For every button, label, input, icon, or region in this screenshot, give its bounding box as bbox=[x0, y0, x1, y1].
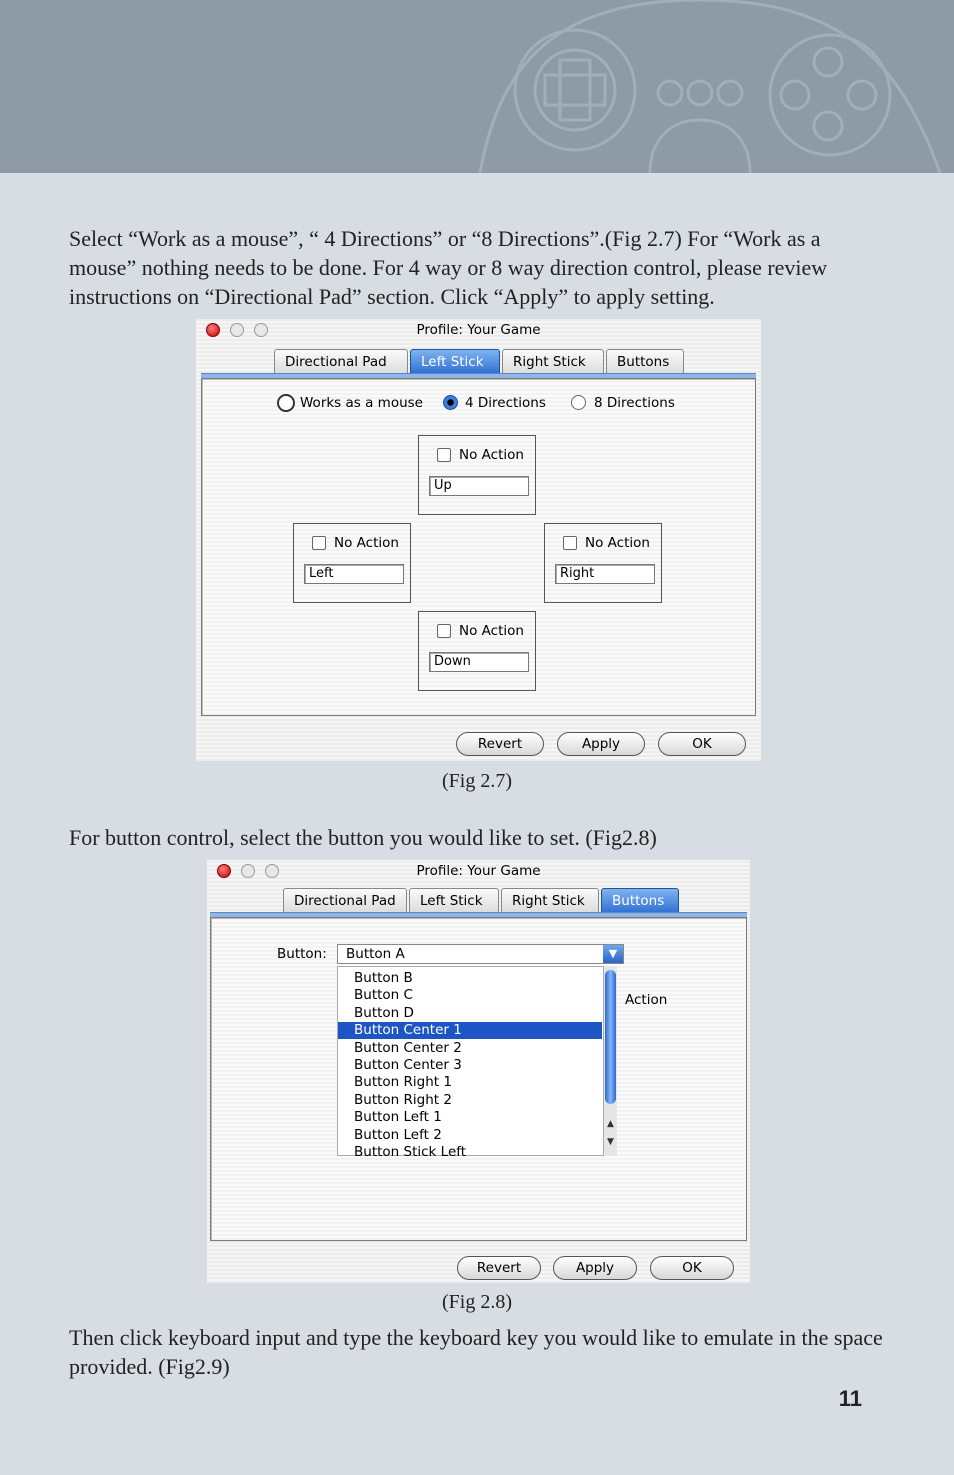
scroll-up-icon[interactable]: ▲ bbox=[607, 1119, 614, 1129]
tab-left-stick[interactable]: Left Stick bbox=[410, 349, 500, 374]
window-title: Profile: Your Game bbox=[416, 322, 541, 338]
dropdown-option[interactable]: Button Stick Left bbox=[354, 1144, 467, 1160]
radio-4-directions[interactable] bbox=[443, 395, 458, 410]
gamepad-watermark-icon bbox=[0, 0, 954, 173]
direction-up-box bbox=[418, 435, 536, 515]
dropdown-option[interactable]: Button Left 1 bbox=[354, 1109, 442, 1126]
down-key-field[interactable]: Down bbox=[429, 652, 529, 672]
down-no-action-checkbox[interactable] bbox=[437, 624, 451, 638]
apply-button[interactable]: Apply bbox=[553, 1256, 637, 1280]
profile-window-fig28 bbox=[207, 860, 750, 1283]
dropdown-option[interactable]: Button C bbox=[354, 987, 413, 1004]
radio-work-as-mouse[interactable] bbox=[277, 394, 295, 412]
up-key-field[interactable]: Up bbox=[429, 476, 529, 496]
revert-button[interactable]: Revert bbox=[456, 732, 544, 756]
left-no-action-checkbox[interactable] bbox=[312, 536, 326, 550]
radio-4-directions-label: 4 Directions bbox=[465, 395, 546, 411]
header-band bbox=[0, 0, 954, 173]
left-stick-panel bbox=[201, 378, 756, 716]
profile-window-fig27 bbox=[196, 319, 761, 761]
tab-bar bbox=[283, 888, 681, 912]
tab-bar bbox=[274, 349, 686, 373]
button-select[interactable] bbox=[337, 944, 624, 964]
window-title: Profile: Your Game bbox=[416, 863, 541, 879]
radio-8-directions-label: 8 Directions bbox=[594, 395, 675, 411]
chevron-down-icon[interactable]: ▼ bbox=[603, 945, 623, 963]
up-no-action-checkbox[interactable] bbox=[437, 448, 451, 462]
ok-button[interactable]: OK bbox=[658, 732, 746, 756]
apply-button[interactable]: Apply bbox=[557, 732, 645, 756]
down-no-action-label: No Action bbox=[459, 623, 524, 639]
tab-buttons[interactable]: Buttons bbox=[601, 888, 679, 913]
page-number: 11 bbox=[838, 1386, 862, 1411]
left-no-action-label: No Action bbox=[334, 535, 399, 551]
right-no-action-label: No Action bbox=[585, 535, 650, 551]
tab-right-stick[interactable]: Right Stick bbox=[501, 888, 599, 913]
dropdown-option[interactable]: Button Center 2 bbox=[354, 1039, 462, 1056]
ok-button[interactable]: OK bbox=[650, 1256, 734, 1280]
buttons-panel bbox=[210, 917, 747, 1241]
dropdown-option[interactable]: Button Right 2 bbox=[354, 1091, 452, 1108]
radio-8-directions[interactable] bbox=[571, 395, 586, 410]
dropdown-option[interactable]: Button D bbox=[354, 1004, 414, 1021]
dropdown-option[interactable]: Button Left 2 bbox=[354, 1126, 442, 1143]
scrollbar-thumb[interactable] bbox=[605, 970, 616, 1104]
tab-left-stick[interactable]: Left Stick bbox=[409, 888, 499, 913]
dropdown-scrollbar[interactable] bbox=[603, 966, 617, 1156]
tab-buttons[interactable]: Buttons bbox=[606, 349, 684, 374]
radio-work-as-mouse-label: Works as a mouse bbox=[300, 395, 423, 411]
left-key-field[interactable]: Left bbox=[304, 564, 404, 584]
button-dropdown-list bbox=[337, 966, 617, 1160]
dropdown-option[interactable]: Button B bbox=[354, 970, 413, 986]
tab-directional-pad[interactable]: Directional Pad bbox=[283, 888, 407, 913]
direction-left-box bbox=[293, 523, 411, 603]
keyboard-input-paragraph: Then click keyboard input and type the keyboard key you would like to emulate in the space provided. (Fig2.9) bbox=[69, 1325, 883, 1379]
fig27-caption: (Fig 2.7) bbox=[442, 770, 512, 792]
right-no-action-checkbox[interactable] bbox=[563, 536, 577, 550]
intro-paragraph: Select “Work as a mouse”, “ 4 Directions” or “8 Directions”.(Fig 2.7) For “Work as a mouse” nothing needs to be done. For 4 way or 8 way direction control, please review instructions on “Directional Pad” section. Click “Apply” to apply setting. bbox=[69, 226, 828, 309]
fig28-caption: (Fig 2.8) bbox=[442, 1291, 512, 1313]
dropdown-option[interactable]: Button Center 1 bbox=[338, 1022, 602, 1039]
right-key-field[interactable]: Right bbox=[555, 564, 655, 584]
button-select-label: Button: bbox=[277, 946, 327, 962]
direction-right-box bbox=[544, 523, 662, 603]
revert-button[interactable]: Revert bbox=[457, 1256, 541, 1280]
dropdown-option[interactable]: Button Center 3 bbox=[354, 1057, 462, 1073]
up-no-action-label: No Action bbox=[459, 447, 524, 463]
action-label: Action bbox=[625, 992, 668, 1008]
button-control-paragraph: For button control, select the button you would like to set. (Fig2.8) bbox=[69, 825, 657, 850]
dropdown-option[interactable]: Button Right 1 bbox=[354, 1074, 452, 1091]
tab-directional-pad[interactable]: Directional Pad bbox=[274, 349, 408, 374]
tab-right-stick[interactable]: Right Stick bbox=[502, 349, 604, 374]
scroll-down-icon[interactable]: ▼ bbox=[607, 1137, 614, 1147]
button-select-value: Button A bbox=[346, 946, 405, 962]
direction-down-box bbox=[418, 611, 536, 691]
